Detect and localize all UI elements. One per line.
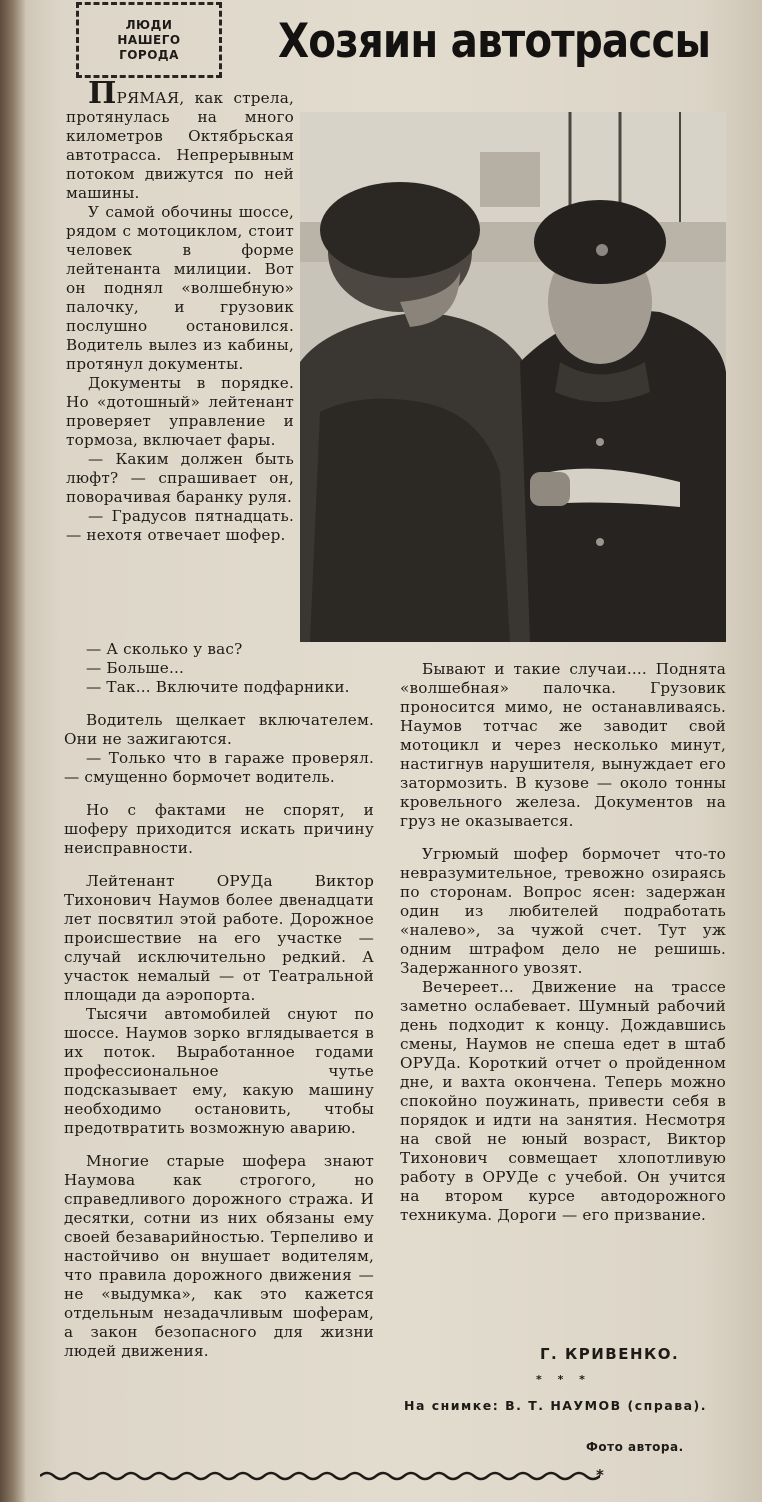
photo-caption: На снимке: В. Т. НАУМОВ (справа). xyxy=(404,1398,708,1413)
column-left-bottom xyxy=(64,640,374,1361)
paragraph: ПРЯМАЯ, как стрела, протянулась на много километров Октябрьская автотрасса. Непрерывным потоком движутся по ней машины. xyxy=(66,76,294,202)
rubric-box xyxy=(76,2,222,78)
paragraph: Документы в порядке. Но «дотошный» лейтенант проверяет управление и тормоза, включает фары. xyxy=(66,374,294,449)
paragraph: Бывают и такие случаи.... Поднята «волшебная» палочка. Грузовик проносится мимо, не останавливаясь. Наумов тотчас же заводит свой мотоцикл и через несколько минут, настигнув нарушителя, вынуждает его затормозить. В кузове — около тонны кровельного железа. Документов на груз не оказывается. xyxy=(400,660,726,830)
paragraph: — Только что в гараже проверял. — смущенно бормочет водитель. xyxy=(64,749,374,786)
paragraph: Водитель щелкает включателем. Они не зажигаются. xyxy=(64,711,374,748)
paragraph: Вечереет... Движение на трассе заметно ослабевает. Шумный рабочий день подходит к концу. Дождавшись смены, Наумов не спеша едет в штаб ОРУДа. Короткий отчет о пройденном дне, и вахта окончена. Теперь можно спокойно поужинать, привести себя в порядок и идти на занятия. Несмотря на свой не юный возраст, Виктор Тихонович совмещает хлопотливую работу в ОРУДе с учебой. Он учится на втором курсе автодорожного техникума. Дороги — его призвание. xyxy=(400,978,726,1224)
paragraph: — Больше... xyxy=(86,659,185,677)
column-left-top xyxy=(66,76,294,545)
column-right xyxy=(400,660,726,1225)
rule-star: * xyxy=(596,1466,604,1484)
page-binding xyxy=(0,0,22,1502)
rubric-label: ЛЮДИ НАШЕГО ГОРОДА xyxy=(117,17,181,62)
photo-credit: Фото автора. xyxy=(586,1440,684,1454)
paragraph: Многие старые шофера знают Наумова как строгого, но справедливого дорожного стража. И десятки, сотни из них обязаны ему своей безаварийностью. Терпеливо и настойчиво он внушает водителям, что правила дорожного движения — не «выдумка», как это кажется отдельным незадачливым шоферам, а закон безопасного для жизни людей движения. xyxy=(64,1152,374,1360)
separator-stars: * * * xyxy=(536,1373,591,1386)
wavy-rule xyxy=(40,1466,600,1486)
paragraph: — Так... Включите подфарники. xyxy=(86,678,350,696)
paragraph: Но с фактами не спорят, и шоферу приходится искать причину неисправности. xyxy=(64,801,374,857)
paragraph: — Градусов пятнадцать. — нехотя отвечает шофер. xyxy=(66,507,294,544)
paragraph: — Каким должен быть люфт? — спрашивает он, поворачивая баранку руля. xyxy=(66,450,294,506)
paragraph: Угрюмый шофер бормочет что-то невразумительное, тревожно озираясь по сторонам. Вопрос ясен: задержан один из любителей подработать «налево», за чужой счет. Тут уж одним штрафом дело не решишь. Задержанного увозят. xyxy=(400,845,726,977)
paragraph: — А сколько у вас? xyxy=(86,640,243,658)
article-photo xyxy=(300,112,726,642)
paragraph: Лейтенант ОРУДа Виктор Тихонович Наумов более двенадцати лет посвятил этой работе. Дорожное происшествие на его участке — случай исключительно редкий. А участок немалый — от Театральной площади да аэропорта. xyxy=(64,872,374,1004)
paragraph: У самой обочины шоссе, рядом с мотоциклом, стоит человек в форме лейтенанта милиции. Вот он поднял «волшебную» палочку, и грузовик послушно остановился. Водитель вылез из кабины, протянул документы. xyxy=(66,203,294,373)
author-signature: Г. КРИВЕНКО. xyxy=(540,1345,680,1363)
article-headline: Хозяин автотрассы xyxy=(278,14,711,69)
paragraph: Тысячи автомобилей снуют по шоссе. Наумов зорко вглядывается в их поток. Выработанное годами профессиональное чутье подсказывает ему, какую машину необходимо остановить, чтобы предотвратить возможную аварию. xyxy=(64,1005,374,1137)
photo-illustration xyxy=(300,112,726,642)
